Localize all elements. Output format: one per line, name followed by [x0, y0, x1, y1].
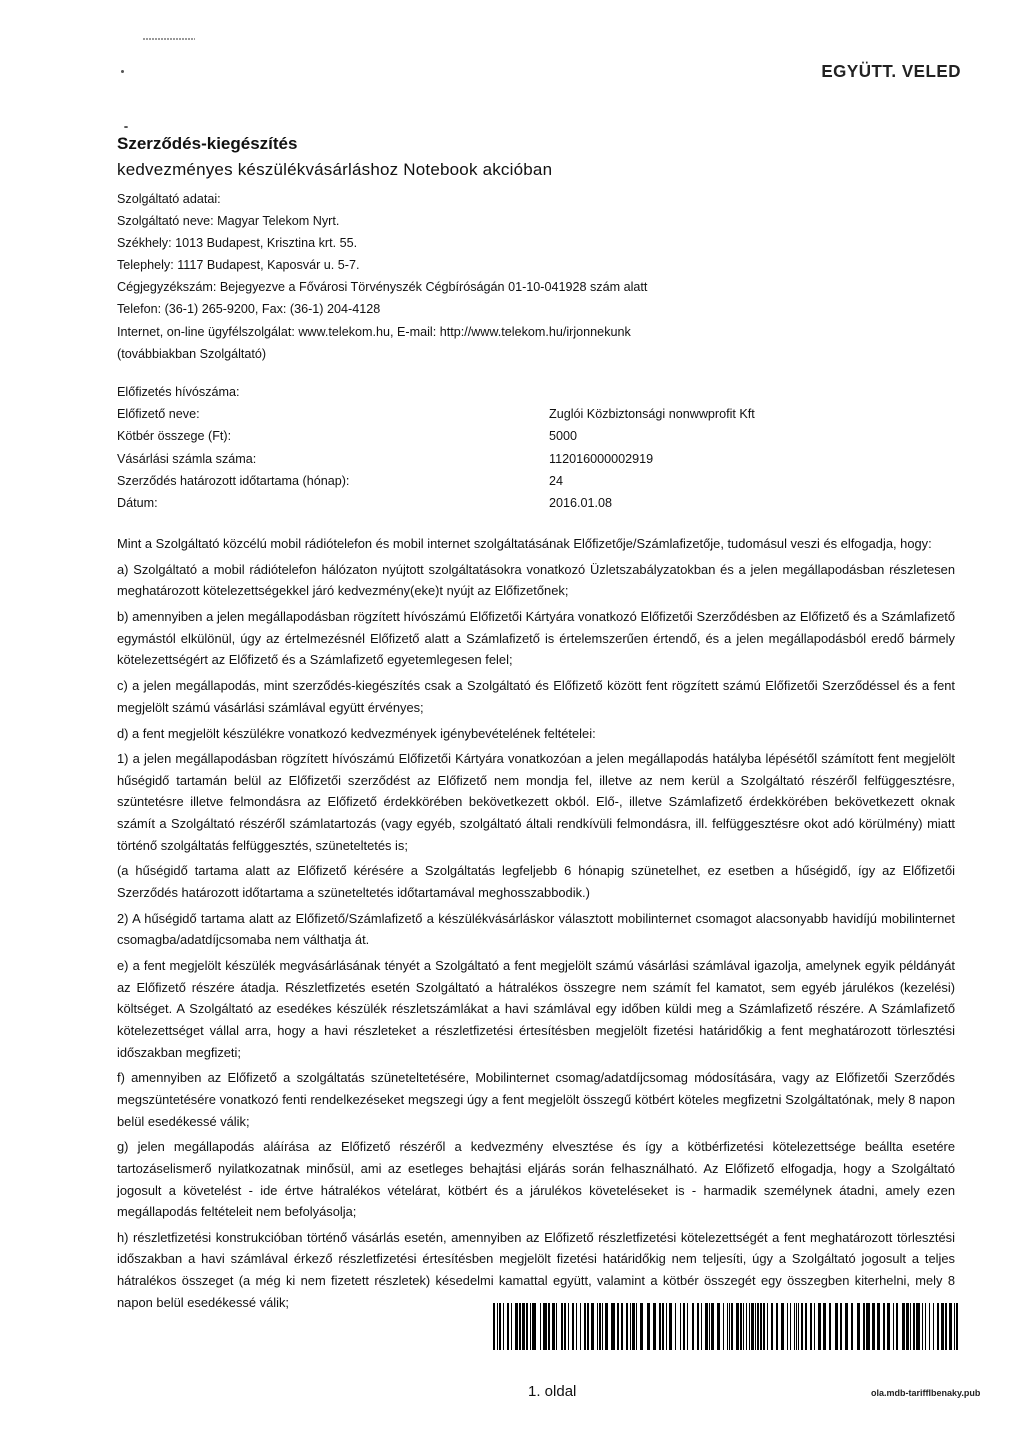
field-label: Kötbér összege (Ft): — [117, 429, 232, 444]
barcode — [493, 1303, 961, 1350]
field-value: 112016000002919 — [549, 451, 654, 466]
provider-line: Telefon: (36-1) 265-9200, Fax: (36-1) 204-4128 — [117, 302, 381, 317]
field-value: 5000 — [549, 429, 578, 444]
intro-paragraph: Mint a Szolgáltató közcélú mobil rádiótelefon és mobil internet szolgáltatásának Előfizetője/Számlafizetője, tudomásul veszi és elfogadja, hogy: — [117, 536, 932, 551]
clause-d-1: 1) a jelen megállapodásban rögzített hívószámú Előfizetői Kártyára vonatkozóan a jelen megállapodás hatályba lépésétől számított fent megjelölt hűségidő tartamán belül az Előfizetői szerződést az Előfizető nem mondja fel, illetve az nem kerül a Szolgáltató részéről felfüggesztésre, szüntetésre illetve felmondásra az Előfizető érdekkörében bekövetkezett okból. Elő-, illetve Számlafizető érdekkörében bekövetkezett oknak számít a Szolgáltató részéről számlatartozás (vagy egyéb, szolgáltató általi rendkívüli felmondásra, ill. felfüggesztésre okot adó körülmény) miatt történő szolgáltatás felfüggesztés, szüneteltetés is; — [117, 751, 955, 853]
field-label: Dátum: — [117, 495, 158, 510]
field-value: Zuglói Közbiztonsági nonwwprofit Kft — [549, 407, 755, 422]
field-row — [117, 493, 937, 515]
subscriber-fields — [117, 382, 937, 515]
field-label: Előfizető neve: — [117, 407, 200, 422]
field-label: Vásárlási számla száma: — [117, 451, 257, 466]
clause-b: b) amennyiben a jelen megállapodásban rögzített hívószámú Előfizetői Kártyára vonatkozó Előfizetői Szerződésben az Előfizető és a Számlafizető egymástól elkülönül, úgy az értelmezésnél Előfizető alatt a Számlafizető is értelemszerűen értendő, és a jelen megállapodásból eredő bármely kötelezettségért az Előfizető és a Számlafizető egyetemlegesen felel; — [117, 609, 955, 668]
provider-line: Internet, on-line ügyfélszolgálat: www.telekom.hu, E-mail: http://www.telekom.hu/irjonnekunk — [117, 324, 631, 339]
clause-e: e) a fent megjelölt készülék megvásárlásának tényét a Szolgáltató a fent megjelölt számú vásárlási számlával igazolja, amelynek egyik példányát az Előfizető részére átadja. Részletfizetés esetén Szolgáltató a hátralékos összegre nem számít fel kamatot, sem egyéb járulékos (kezelési) költséget. A Szolgáltató az esedékes készülék részletszámlákat a havi számlával egy időben küldi meg a Számlafizető részére. A Számlafizető kötelezettséget vállal arra, hogy a havi részleteket a részletfizetési értesítésben megjelölt fizetési határidőkig a fent meghatározott törlesztési időszakban megfizeti; — [117, 958, 955, 1060]
field-value: 2016.01.08 — [549, 495, 613, 510]
provider-line: Szolgáltató adatai: — [117, 192, 221, 206]
provider-details — [117, 188, 937, 365]
provider-line: (továbbiakban Szolgáltató) — [117, 346, 267, 361]
clause-c: c) a jelen megállapodás, mint szerződés-kiegészítés csak a Szolgáltató és Előfizető között fent rögzített számú Előfizetői Szerződéssel és a fent megjelölt számú vásárlási számlával együtt érvényes; — [117, 678, 955, 715]
clause-d-2: 2) A hűségidő tartama alatt az Előfizető/Számlafizető a készülékvásárláskor választott mobilinternet csomagot alacsonyabb havidíjú mobilinternet csomagba/adatdíjcsomaba nem válthatja át. — [117, 910, 955, 948]
scan-artifact — [124, 126, 128, 128]
clause-h: h) részletfizetési konstrukcióban történő vásárlás esetén, amennyiben az Előfizető részletfizetési kötelezettségét a fent meghatározott törlesztési időszakban a havi számlával érkező részletfizetési értesítésben megjelölt fizetési határidőkig nem teljesíti, úgy a Szolgáltató jogosult a teljes hátralékos összeget (a még ki nem fizetett részletek) késedelmi kamattal együtt, valamint a kötbér összegét egy összegben kiterhelni, mely 8 napon belül esedékessé válik; — [117, 1229, 955, 1310]
barcode-gap — [958, 1303, 959, 1350]
field-label: Szerződés határozott időtartama (hónap): — [117, 473, 350, 488]
field-row — [117, 471, 937, 493]
field-row — [117, 426, 937, 448]
document-code: ola.mdb-tarifflbenaky.pub — [871, 1388, 981, 1398]
clause-a: a) Szolgáltató a mobil rádiótelefon hálózaton nyújtott szolgáltatásokra vonatkozó Üzletszabályzatokban és a jelen megállapodásban részletesen meghatározott kötelezettségekkel járó kedvezmény(eke)t nyújt az Előfizetőnek; — [117, 561, 955, 599]
provider-line: Székhely: 1013 Budapest, Krisztina krt. 55. — [117, 236, 358, 251]
brand-slogan: EGYÜTT. VELED — [821, 61, 961, 82]
document-subtitle: kedvezményes készülékvásárláshoz Notebook akcióban — [117, 160, 553, 179]
field-row — [117, 404, 937, 426]
scan-artifact — [143, 38, 195, 40]
clause-d-1-note: (a hűségidő tartama alatt az Előfizető kérésére a Szolgáltatás legfeljebb 6 hónapig szünetelhet, ez esetben a hűségidő, így az Előfizetői Szerződés határozott időtartama a szüneteltetés időtartamával meghosszabbodik.) — [117, 863, 955, 901]
clause-g: g) jelen megállapodás aláírása az Előfizető részéről a kedvezmény elvesztése és így a kötbérfizetési kötelezettsége beállta esetére tartozáselismerő nyilatkozatnak minősül, ami az esetleges behajtási eljárás során felhasználható. Az Előfizető elfogadja, hogy a Szolgáltató jogosult a követelést - ide értve hátralékos vételárat, kötbért és a járulékos követeléseket is - harmadik személynek átadni, amely ezen megállapodás feltételeit nem befolyásolja; — [117, 1139, 955, 1220]
field-row — [117, 382, 937, 404]
field-row — [117, 449, 937, 471]
contract-body — [117, 533, 955, 1317]
scan-artifact — [121, 70, 124, 73]
field-label: Előfizetés hívószáma: — [117, 385, 240, 399]
provider-line: Szolgáltató neve: Magyar Telekom Nyrt. — [117, 214, 340, 229]
document-title: Szerződés-kiegészítés — [117, 134, 298, 153]
clause-f: f) amennyiben az Előfizető a szolgáltatás szüneteltetésére, Mobilinternet csomag/adatdíjcsomag módosítására, vagy az Előfizetői Szerződés megszüntetésére vonatkozó fenti rendelkezéseket megszegi úgy a fent megjelölt összegű kötbért köteles megfizetni Szolgáltatónak, mely 8 napon belül esedékessé válik; — [117, 1070, 955, 1129]
field-value: 24 — [549, 473, 564, 488]
page-number: 1. oldal — [528, 1383, 577, 1400]
clause-d: d) a fent megjelölt készülékre vonatkozó kedvezmények igénybevételének feltételei: — [117, 725, 596, 741]
provider-line: Telephely: 1117 Budapest, Kaposvár u. 5-7. — [117, 258, 360, 273]
provider-line: Cégjegyzékszám: Bejegyezve a Fővárosi Törvényszék Cégbíróságán 01-10-041928 szám alatt — [117, 280, 648, 295]
